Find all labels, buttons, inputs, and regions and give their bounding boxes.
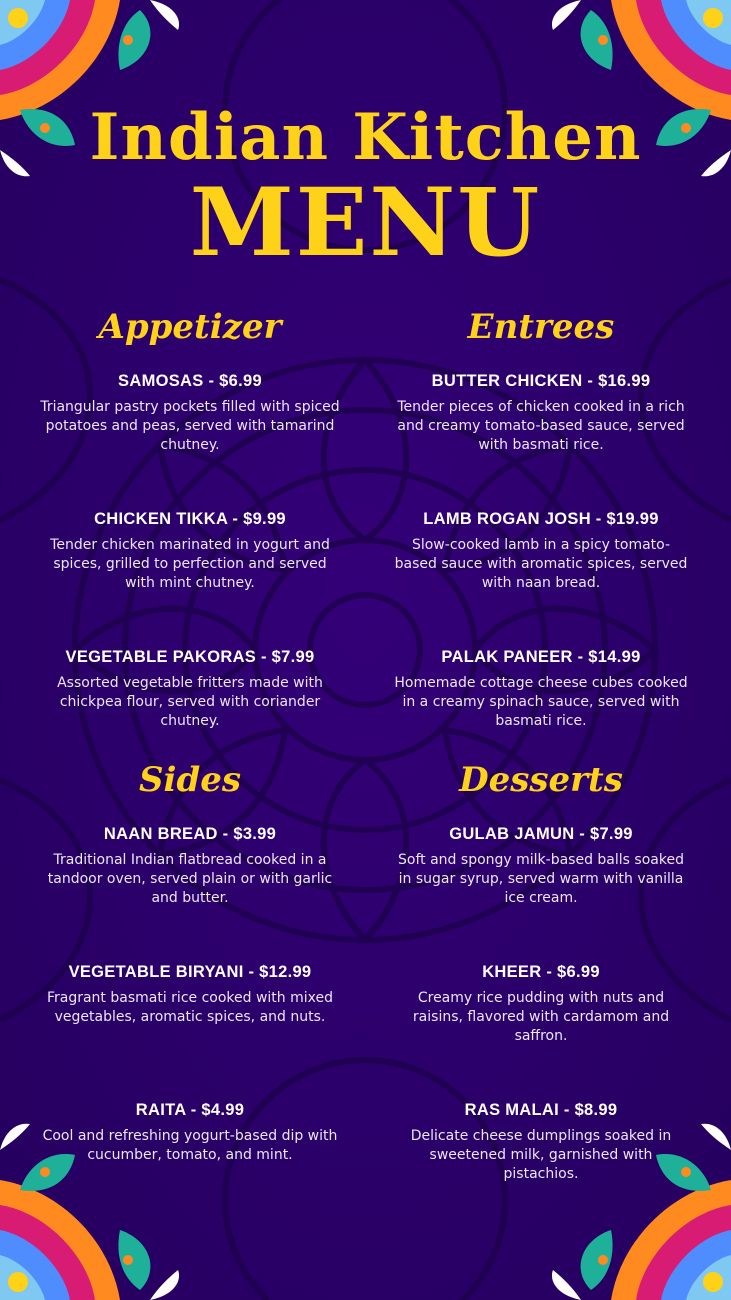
menu-item-name: RAITA - $4.99 [135, 1101, 245, 1119]
sides-section [20, 755, 360, 1219]
menu-item [371, 825, 711, 943]
entrees-section [371, 302, 711, 766]
menu-item-name: NAAN BREAD - $3.99 [103, 825, 277, 843]
menu-item-description: Triangular pastry pockets filled with spiced potatoes and peas, served with tamarind chutney. [40, 399, 340, 453]
menu-item [20, 510, 360, 628]
restaurant-title: Indian Kitchen [89, 100, 642, 175]
menu-item-name: CHICKEN TIKKA - $9.99 [94, 510, 286, 528]
menu-item-name: VEGETABLE PAKORAS - $7.99 [65, 648, 315, 666]
menu-item-description: Traditional Indian flatbread cooked in a tandoor oven, served plain or with garlic and butter. [47, 852, 333, 906]
menu-item-name: BUTTER CHICKEN - $16.99 [431, 372, 651, 390]
menu-item [20, 963, 360, 1081]
menu-item [20, 1101, 360, 1219]
menu-item-name: GULAB JAMUN - $7.99 [449, 825, 633, 843]
menu-item-name: PALAK PANEER - $14.99 [441, 648, 641, 666]
menu-item-description: Creamy rice pudding with nuts and raisins, flavored with cardamom and saffron. [412, 990, 670, 1044]
menu-item [371, 1101, 711, 1219]
menu-item-description: Homemade cottage cheese cubes cooked in a creamy spinach sauce, served with basmati rice. [394, 675, 688, 729]
menu-item-name: RAS MALAI - $8.99 [464, 1101, 618, 1119]
menu-item [371, 510, 711, 628]
menu-item [371, 963, 711, 1081]
menu-item-name: KHEER - $6.99 [482, 963, 600, 981]
menu-item-description: Slow-cooked lamb in a spicy tomato-based sauce with aromatic spices, served with naan bread. [394, 537, 688, 591]
menu-item-description: Tender pieces of chicken cooked in a rich and creamy tomato-based sauce, served with basmati rice. [397, 399, 685, 453]
menu-item-name: SAMOSAS - $6.99 [118, 372, 262, 390]
menu-item [20, 648, 360, 766]
menu-item-description: Cool and refreshing yogurt-based dip with cucumber, tomato, and mint. [42, 1128, 338, 1163]
menu-item-description: Fragrant basmati rice cooked with mixed vegetables, aromatic spices, and nuts. [46, 990, 334, 1025]
menu-item-description: Soft and spongy milk-based balls soaked in sugar syrup, served warm with vanilla ice cream. [398, 852, 684, 906]
section-heading: Desserts [459, 760, 623, 800]
menu-item-description: Assorted vegetable fritters made with chickpea flour, served with coriander chutney. [57, 675, 323, 729]
appetizer-section [20, 302, 360, 766]
section-heading: Appetizer [98, 307, 282, 347]
menu-item [20, 825, 360, 943]
menu-item-name: LAMB ROGAN JOSH - $19.99 [423, 510, 659, 528]
desserts-section [371, 755, 711, 1219]
section-heading: Entrees [467, 307, 615, 347]
menu-item-description: Delicate cheese dumplings soaked in sweetened milk, garnished with pistachios. [410, 1128, 672, 1182]
menu-item-description: Tender chicken marinated in yogurt and spices, grilled to perfection and served with mint chutney. [50, 537, 330, 591]
menu-item [371, 372, 711, 490]
menu-subtitle: MENU [189, 168, 542, 278]
menu-item [20, 372, 360, 490]
menu-item-name: VEGETABLE BIRYANI - $12.99 [68, 963, 312, 981]
section-heading: Sides [138, 760, 242, 800]
menu-item [371, 648, 711, 766]
